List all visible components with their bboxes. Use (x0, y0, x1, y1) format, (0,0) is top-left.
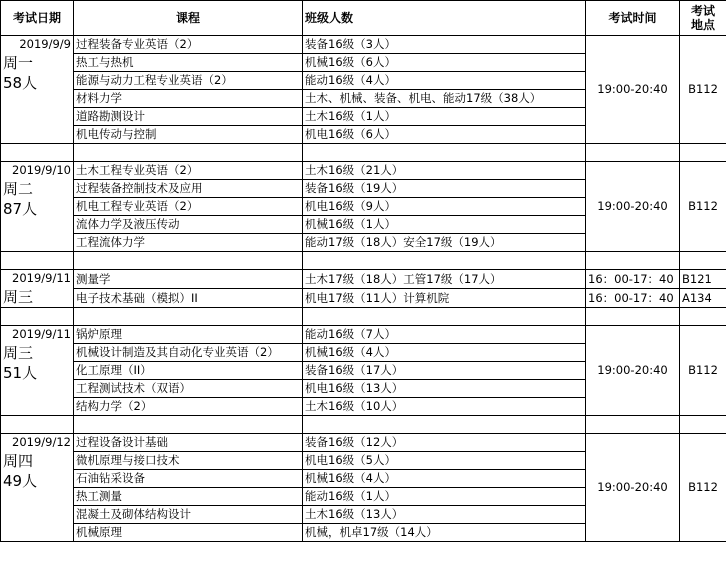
blank-cell (1, 144, 74, 162)
spacer-row (1, 252, 726, 270)
blank-cell (303, 252, 586, 270)
class-cell: 能动17级（18人）安全17级（19人） (303, 234, 586, 252)
class-cell: 土木16级（21人） (303, 162, 586, 180)
course-cell: 工程流体力学 (74, 234, 303, 252)
class-cell: 土木16级（10人） (303, 398, 586, 416)
table-row (1, 289, 726, 308)
exam-date-cell (1, 270, 74, 308)
class-cell: 土木16级（13人） (303, 506, 586, 524)
exam-date: 2019/9/11 (12, 271, 71, 285)
exam-date: 2019/9/12 (12, 435, 71, 449)
course-cell: 过程设备设计基础 (74, 434, 303, 452)
exam-place-cell: B112 (680, 36, 726, 144)
class-cell: 机械16级（6人） (303, 54, 586, 72)
blank-cell (586, 416, 680, 434)
course-cell: 过程装备控制技术及应用 (74, 180, 303, 198)
exam-count: 87人 (3, 200, 38, 218)
exam-date-cell (1, 162, 74, 252)
table-row (1, 36, 726, 54)
exam-time-cell: 19:00-20:40 (586, 36, 680, 144)
spacer-row (1, 416, 726, 434)
blank-cell (303, 416, 586, 434)
class-cell: 能动16级（7人） (303, 326, 586, 344)
blank-cell (586, 308, 680, 326)
blank-cell (680, 144, 726, 162)
blank-cell (303, 308, 586, 326)
exam-date: 2019/9/11 (12, 327, 71, 341)
course-cell: 过程装备专业英语（2） (74, 36, 303, 54)
class-cell: 机电16级（9人） (303, 198, 586, 216)
class-cell: 土木17级（18人）工管17级（17人） (303, 270, 586, 289)
class-cell: 机械16级（4人） (303, 344, 586, 362)
header-place (680, 1, 726, 36)
class-cell: 机电16级（6人） (303, 126, 586, 144)
course-cell: 流体力学及液压传动 (74, 216, 303, 234)
course-cell: 机电传动与控制 (74, 126, 303, 144)
header-row (1, 1, 726, 36)
header-class: 班级人数 (303, 1, 586, 36)
course-cell: 工程测试技术（双语） (74, 380, 303, 398)
course-cell: 能源与动力工程专业英语（2） (74, 72, 303, 90)
class-cell: 装备16级（17人） (303, 362, 586, 380)
exam-date: 2019/9/10 (12, 163, 71, 177)
header-course: 课程 (74, 1, 303, 36)
header-time: 考试时间 (586, 1, 680, 36)
exam-time-cell: 19:00-20:40 (586, 434, 680, 542)
exam-time-cell: 16：00-17：40 (586, 289, 680, 308)
course-cell: 微机原理与接口技术 (74, 452, 303, 470)
exam-weekday: 周三 (3, 344, 34, 362)
class-cell: 机电17级（11人）计算机院 (303, 289, 586, 308)
table-row (1, 326, 726, 344)
course-cell: 土木工程专业英语（2） (74, 162, 303, 180)
header-place-line1: 考试 (690, 4, 715, 18)
spacer-row (1, 308, 726, 326)
blank-cell (1, 416, 74, 434)
blank-cell (680, 252, 726, 270)
table-row (1, 270, 726, 289)
blank-cell (74, 416, 303, 434)
exam-count: 58人 (3, 74, 38, 92)
table-row (1, 162, 726, 180)
class-cell: 机械16级（4人） (303, 470, 586, 488)
class-cell: 装备16级（3人） (303, 36, 586, 54)
course-cell: 测量学 (74, 270, 303, 289)
class-cell: 机电16级（5人） (303, 452, 586, 470)
blank-cell (586, 252, 680, 270)
blank-cell (74, 252, 303, 270)
course-cell: 机械设计制造及其自动化专业英语（2） (74, 344, 303, 362)
class-cell: 能动16级（4人） (303, 72, 586, 90)
class-cell: 机械16级（1人） (303, 216, 586, 234)
class-cell: 装备16级（19人） (303, 180, 586, 198)
blank-cell (586, 144, 680, 162)
exam-count: 49人 (3, 472, 38, 490)
course-cell: 电子技术基础（模拟）II (74, 289, 303, 308)
course-cell: 锅炉原理 (74, 326, 303, 344)
exam-place-cell: B112 (680, 162, 726, 252)
exam-weekday: 周三 (3, 288, 34, 306)
exam-date-cell (1, 326, 74, 416)
course-cell: 热工测量 (74, 488, 303, 506)
course-cell: 机电工程专业英语（2） (74, 198, 303, 216)
table-row (1, 434, 726, 452)
class-cell: 机电16级（13人） (303, 380, 586, 398)
exam-time-cell: 16：00-17：40 (586, 270, 680, 289)
exam-time-cell: 19:00-20:40 (586, 162, 680, 252)
exam-date: 2019/9/9 (19, 37, 71, 51)
course-cell: 混凝土及砌体结构设计 (74, 506, 303, 524)
exam-place-cell: B112 (680, 326, 726, 416)
blank-cell (680, 308, 726, 326)
class-cell: 土木16级（1人） (303, 108, 586, 126)
blank-cell (74, 308, 303, 326)
exam-place-cell: B121 (680, 270, 726, 289)
course-cell: 结构力学（2） (74, 398, 303, 416)
exam-count: 51人 (3, 364, 38, 382)
course-cell: 石油钻采设备 (74, 470, 303, 488)
class-cell: 机械，机卓17级（14人） (303, 524, 586, 542)
class-cell: 装备16级（12人） (303, 434, 586, 452)
exam-date-cell (1, 434, 74, 542)
blank-cell (74, 144, 303, 162)
course-cell: 化工原理（II） (74, 362, 303, 380)
exam-weekday: 周一 (3, 54, 34, 72)
exam-weekday: 周二 (3, 180, 34, 198)
class-cell: 能动16级（1人） (303, 488, 586, 506)
exam-place-cell: B112 (680, 434, 726, 542)
blank-cell (680, 416, 726, 434)
header-place-line2: 地点 (690, 18, 715, 32)
course-cell: 机械原理 (74, 524, 303, 542)
blank-cell (1, 252, 74, 270)
course-cell: 热工与热机 (74, 54, 303, 72)
exam-weekday: 周四 (3, 452, 34, 470)
exam-time-cell: 19:00-20:40 (586, 326, 680, 416)
header-date: 考试日期 (1, 1, 74, 36)
course-cell: 道路勘测设计 (74, 108, 303, 126)
exam-place-cell: A134 (680, 289, 726, 308)
blank-cell (303, 144, 586, 162)
class-cell: 土木、机械、装备、机电、能动17级（38人） (303, 90, 586, 108)
blank-cell (1, 308, 74, 326)
exam-date-cell (1, 36, 74, 144)
spacer-row (1, 144, 726, 162)
course-cell: 材料力学 (74, 90, 303, 108)
